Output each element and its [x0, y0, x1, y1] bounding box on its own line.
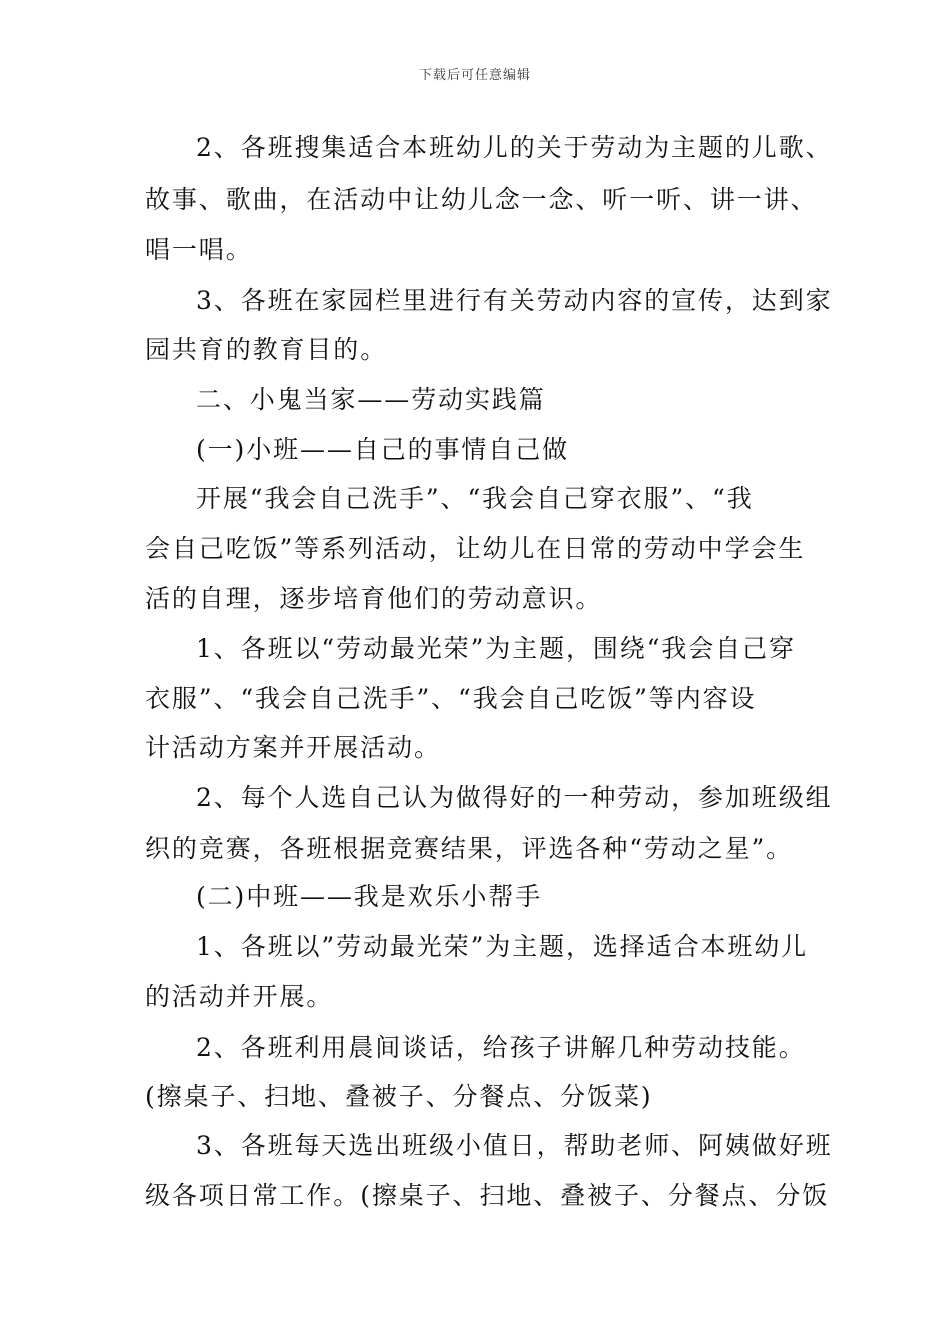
page-header-note: 下载后可任意编辑 — [418, 68, 531, 83]
paragraph-line: 活的自理，逐步培育他们的劳动意识。 — [145, 584, 603, 613]
paragraph-line: 衣服”、“我会自己洗手”、“我会自己吃饭”等内容设 — [145, 684, 757, 713]
paragraph-line: 唱一唱。 — [145, 235, 253, 264]
paragraph-line: (擦桌子、扫地、叠被子、分餐点、分饭菜) — [145, 1082, 653, 1111]
paragraph-line: 计活动方案并开展活动。 — [145, 733, 441, 762]
paragraph-line: 2、各班搜集适合本班幼儿的关于劳动为主题的儿歌、 — [196, 133, 833, 162]
paragraph-line: 开展“我会自己洗手”、“我会自己穿衣服”、“我 — [196, 484, 754, 513]
paragraph-line: 织的竞赛，各班根据竞赛结果，评选各种“劳动之星”。 — [145, 834, 794, 863]
paragraph-line: 3、各班每天选出班级小值日，帮助老师、阿姨做好班 — [196, 1131, 833, 1160]
paragraph-line: 2、每个人选自己认为做得好的一种劳动，参加班级组 — [196, 783, 833, 812]
paragraph-line: 2、各班利用晨间谈话，给孩子讲解几种劳动技能。 — [196, 1033, 806, 1062]
paragraph-line: 园共育的教育目的。 — [145, 335, 388, 364]
paragraph-line: 会自己吃饭”等系列活动，让幼儿在日常的劳动中学会生 — [145, 534, 806, 563]
paragraph-line: 1、各班以“劳动最光荣”为主题，围绕“我会自己穿 — [196, 634, 796, 663]
paragraph-line: 故事、歌曲，在活动中让幼儿念一念、听一听、讲一讲、 — [145, 185, 818, 214]
paragraph-line: 的活动并开展。 — [145, 982, 334, 1011]
section-heading: 二、小鬼当家——劳动实践篇 — [196, 385, 546, 414]
paragraph-line: 1、各班以”劳动最光荣”为主题，选择适合本班幼儿 — [196, 932, 809, 961]
paragraph-line: 3、各班在家园栏里进行有关劳动内容的宣传，达到家 — [196, 286, 833, 315]
paragraph-line: 级各项日常工作。(擦桌子、扫地、叠被子、分餐点、分饭 — [145, 1181, 830, 1210]
subsection-heading: (一)小班——自己的事情自己做 — [196, 435, 570, 464]
subsection-heading: (二)中班——我是欢乐小帮手 — [196, 882, 543, 911]
